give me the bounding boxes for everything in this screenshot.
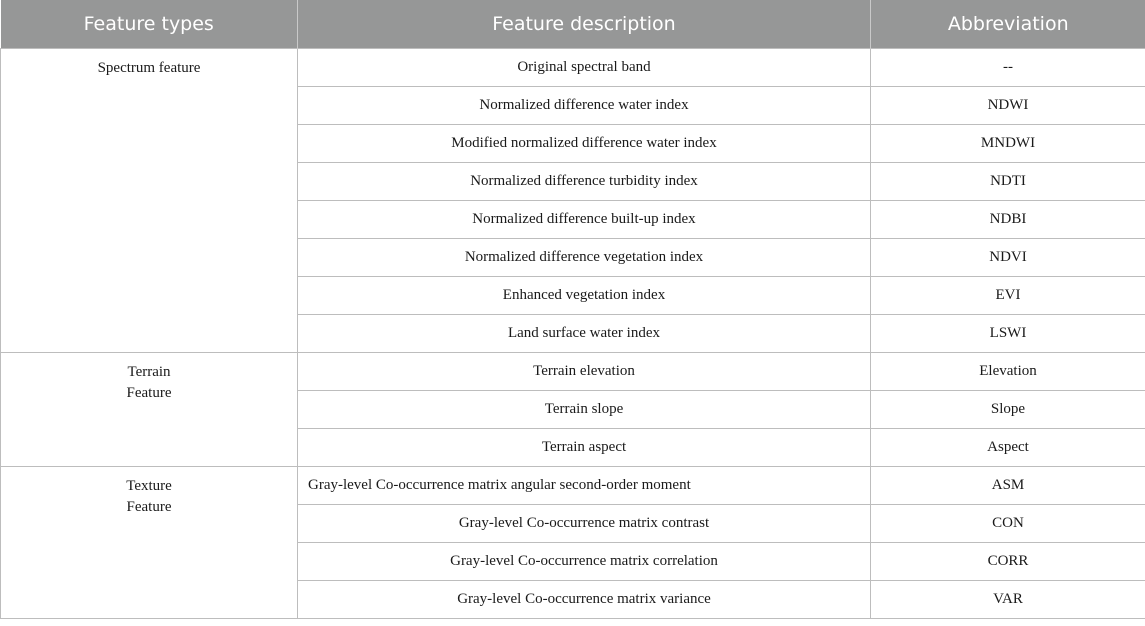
abbreviation-cell: CON: [871, 505, 1145, 543]
header-abbreviation: Abbreviation: [871, 0, 1145, 49]
abbreviation-cell: LSWI: [871, 315, 1145, 353]
feature-description-cell: Normalized difference turbidity index: [298, 163, 871, 201]
abbreviation-cell: EVI: [871, 277, 1145, 315]
feature-description-cell: Gray-level Co-occurrence matrix contrast: [298, 505, 871, 543]
group-label-line2: Feature: [126, 499, 172, 515]
feature-description-cell: Normalized difference water index: [298, 87, 871, 125]
feature-description-cell: Land surface water index: [298, 315, 871, 353]
group-label-line1: Texture: [126, 478, 172, 494]
abbreviation-cell: CORR: [871, 543, 1145, 581]
abbreviation-cell: ASM: [871, 467, 1145, 505]
group-label-line2: Feature: [126, 385, 172, 401]
feature-description-cell: Enhanced vegetation index: [298, 277, 871, 315]
group-texture-feature: [1, 467, 298, 619]
abbreviation-cell: Elevation: [871, 353, 1145, 391]
group-terrain-feature: [1, 353, 298, 467]
feature-description-cell: Gray-level Co-occurrence matrix variance: [298, 581, 871, 619]
group-label: Spectrum feature: [97, 60, 201, 76]
abbreviation-cell: VAR: [871, 581, 1145, 619]
header-feature-description: Feature description: [298, 0, 871, 49]
feature-description-cell: Gray-level Co-occurrence matrix angular second-order moment: [298, 467, 871, 505]
group-label-line1: Terrain: [127, 364, 171, 380]
abbreviation-cell: Aspect: [871, 429, 1145, 467]
table-row: [1, 49, 1145, 87]
group-spectrum-feature: [1, 49, 298, 353]
abbreviation-cell: Slope: [871, 391, 1145, 429]
feature-description-cell: Normalized difference built-up index: [298, 201, 871, 239]
table-row: [1, 353, 1145, 391]
table-header-row: [1, 0, 1145, 49]
feature-description-cell: Normalized difference vegetation index: [298, 239, 871, 277]
feature-description-cell: Original spectral band: [298, 49, 871, 87]
feature-description-cell: Terrain elevation: [298, 353, 871, 391]
abbreviation-cell: MNDWI: [871, 125, 1145, 163]
abbreviation-cell: NDWI: [871, 87, 1145, 125]
abbreviation-cell: NDVI: [871, 239, 1145, 277]
table-row: [1, 467, 1145, 505]
feature-description-cell: Gray-level Co-occurrence matrix correlation: [298, 543, 871, 581]
feature-description-cell: Modified normalized difference water index: [298, 125, 871, 163]
abbreviation-cell: NDTI: [871, 163, 1145, 201]
feature-description-cell: Terrain aspect: [298, 429, 871, 467]
header-feature-types: Feature types: [1, 0, 298, 49]
abbreviation-cell: --: [871, 49, 1145, 87]
abbreviation-cell: NDBI: [871, 201, 1145, 239]
feature-description-cell: Terrain slope: [298, 391, 871, 429]
